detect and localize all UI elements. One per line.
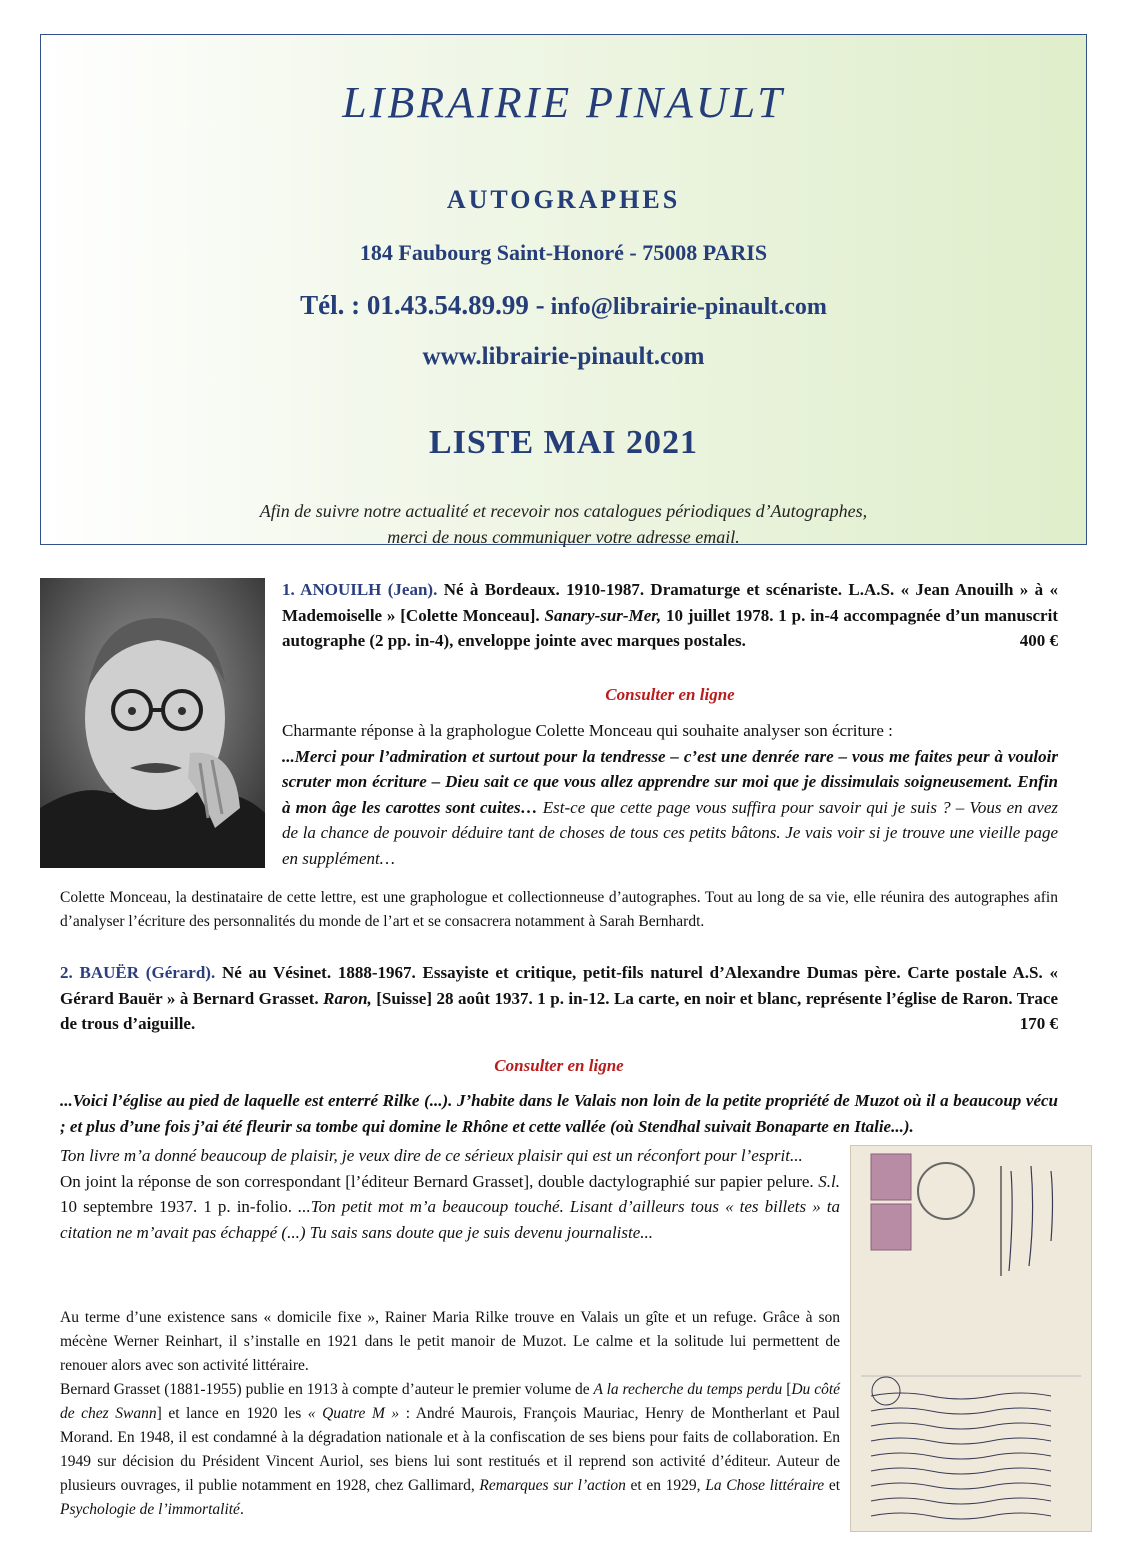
item-2-online-link[interactable]: Consulter en ligne xyxy=(494,1056,624,1075)
header-banner xyxy=(40,34,1087,545)
item-2-note-rilke: Au terme d’une existence sans « domicile fixe », Rainer Maria Rilke trouve en Valais un gîte et un refuge. Grâce à son mécène Werner Reinhart, il s’installe en 1921 dans le petit manoir de Muzot. Le calme et la solitude lui permettent de renouer alors avec son activité littéraire. xyxy=(60,1309,840,1374)
item-1-quote-rest: Est-ce que cette page vous suffira pour savoir qui je suis ? – Vous en avez de la chance de pouvoir déduire tant de choses de tous ces petits bâtons. Je vais voir si je trouve une vieille page en supplément… xyxy=(282,797,1059,868)
grasset-title-4: Remarques sur l’action xyxy=(479,1477,626,1494)
item-2-note-grasset xyxy=(60,1378,840,1522)
item-2-quote-top xyxy=(60,1088,1058,1139)
contact-line xyxy=(41,290,1086,321)
portrait-photo xyxy=(40,578,265,868)
website-link[interactable]: www.librairie-pinault.com xyxy=(422,343,705,370)
item-2-join-text: On joint la réponse de son correspondant [l’éditeur Bernard Grasset], double dactylographié sur papier pelure. xyxy=(60,1171,814,1191)
grasset-title-6: Psychologie de l’immortalité xyxy=(60,1501,240,1518)
item-2-body xyxy=(60,1143,840,1245)
grasset-title-2: Du côté de chez Swann xyxy=(60,1381,841,1422)
item-1-desc-a: Né à Bordeaux. 1910-1987. Dramaturge et scénariste. L.A.S. « Jean Anouilh » à « Mademoiselle » [Colette Monceau]. xyxy=(282,580,1058,625)
item-2-desc-b: [Suisse] 28 août 1937. 1 p. in-12. La carte, en noir et blanc, représente l’église de Raron. Trace de trous d’aiguille. xyxy=(60,988,1059,1033)
item-2-price: 170 € xyxy=(1019,1014,1058,1033)
newsletter-note xyxy=(41,498,1086,550)
item-1-intro: Charmante réponse à la graphologue Colette Monceau qui souhaite analyser son écriture : xyxy=(282,721,893,740)
newsletter-line-1: Afin de suivre notre actualité et recevoir nos catalogues périodiques d’Autographes, xyxy=(259,501,868,521)
phone-number: Tél. : 01.43.54.89.99 - xyxy=(300,290,545,320)
shop-address: 184 Faubourg Saint-Honoré - 75008 PARIS xyxy=(359,240,768,265)
grasset-text-d: : André Maurois, François Mauriac, Henry de Montherlant et Paul Morand. En 1948, il est condamné à la dégradation nationale et à la confiscation de ses biens pour faits de collaboration. En 1949 sur décision du Président Vincent Auriol, ses biens lui sont restitués et il reprend son activité d’éditeur. Auteur de plusieurs ouvrages, il publie notamment en 1928, chez Gallimard, xyxy=(60,1405,840,1494)
item-2-quote-rest: Ton livre m’a donné beaucoup de plaisir, je veux dire de ce sérieux plaisir qui est un réconfort pour l’esprit... xyxy=(60,1146,803,1165)
item-2-description xyxy=(60,960,1058,1037)
grasset-text-e: et en 1929, xyxy=(630,1477,701,1494)
item-1-online-link[interactable]: Consulter en ligne xyxy=(605,685,735,704)
item-1-description xyxy=(282,577,1058,654)
email-link[interactable]: info@librairie-pinault.com xyxy=(550,294,827,320)
item-1-note: Colette Monceau, la destinataire de cette lettre, est une graphologue et collectionneuse d’autographes. Tout au long de sa vie, elle réunira des autographes afin d’analyser l’écriture des personnalités du monde de l’art et se consacrera notamment à Sarah Bernhardt. xyxy=(60,889,1058,930)
item-1-price: 400 € xyxy=(1019,631,1058,650)
item-2-title: 2. BAUËR (Gérard). xyxy=(60,963,216,982)
grasset-text-f: et xyxy=(828,1477,841,1494)
item-2-join-date: 10 septembre 1937. 1 p. in-folio. xyxy=(60,1197,292,1216)
item-2-notes xyxy=(60,1306,840,1522)
item-2-desc-a: Né au Vésinet. 1888-1967. Essayiste et critique, petit-fils naturel d’Alexandre Dumas père. Carte postale A.S. « Gérard Bauër » à Bernard Grasset. xyxy=(60,963,1059,1008)
grasset-text-a: Bernard Grasset (1881-1955) publie en 1913 à compte d’auteur le premier volume de xyxy=(60,1381,590,1398)
item-1-desc-b: 10 juillet 1978. 1 p. in-4 accompagnée d’un manuscrit autographe (2 pp. in-4), enveloppe jointe avec marques postales. xyxy=(282,605,1058,650)
grasset-text-c: ] et lance en 1920 les xyxy=(156,1405,302,1422)
list-title: LISTE MAI 2021 xyxy=(428,424,699,461)
newsletter-line-2: merci de nous communiquer votre adresse email. xyxy=(387,527,740,547)
item-1-body xyxy=(282,718,1058,871)
item-1-title: 1. ANOUILH (Jean). xyxy=(282,580,438,599)
shop-name: LIBRAIRIE PINAULT xyxy=(342,78,785,127)
grasset-title-1: A la recherche du temps perdu xyxy=(593,1381,783,1398)
item-2-join-quote: ...Ton petit mot m’a beaucoup touché. Lisant d’ailleurs tous « tes billets » ta citation ne m’avait pas échappé (...) Tu sais sans doute que je suis devenu journaliste... xyxy=(60,1197,841,1242)
item-2-join-place: S.l. xyxy=(818,1171,840,1191)
item-1-quote-bold: ...Merci pour l’admiration et surtout pour la tendresse – c’est une denrée rare – vous me faites peur à vouloir scruter mon écriture – Dieu sait ce que vous allez apprendre sur moi que je dissimulais soigneusement. Enfin à mon âge les carottes sont cuites… xyxy=(282,746,1058,817)
item-1-place: Sanary-sur-Mer, xyxy=(544,605,662,625)
grasset-title-5: La Chose littéraire xyxy=(705,1477,825,1494)
grasset-title-3: « Quatre M » xyxy=(307,1405,400,1422)
postcard-image xyxy=(850,1145,1092,1532)
section-title: AUTOGRAPHES xyxy=(446,185,681,214)
item-2-quote-bold: ...Voici l’église au pied de laquelle est enterré Rilke (...). J’habite dans le Valais non loin de la petite propriété de Muzot où il a beaucoup vécu ; et plus d’une fois j’ai été fleurir sa tombe qui domine le Rhône et cette vallée (où Stendhal suivait Bonaparte en Italie...). xyxy=(60,1091,1058,1136)
grasset-text-g: . xyxy=(239,1501,244,1518)
grasset-text-b: [ xyxy=(786,1381,792,1398)
item-2-place: Raron, xyxy=(323,988,372,1008)
